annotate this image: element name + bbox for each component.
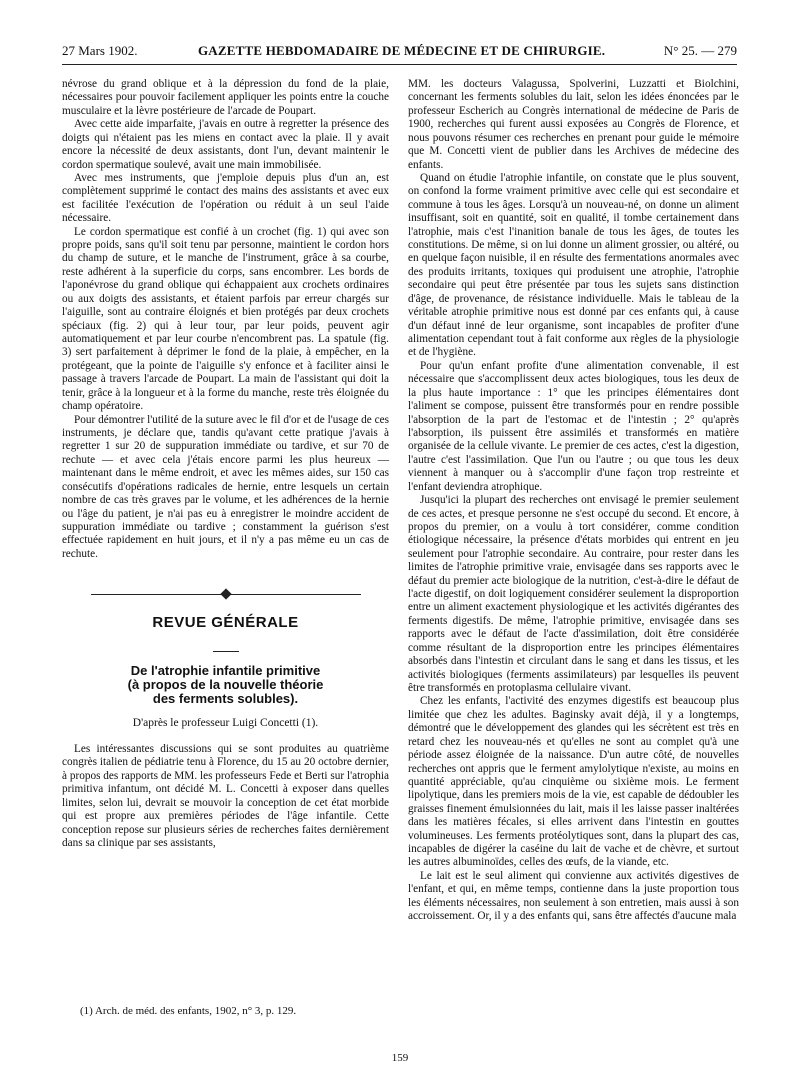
short-rule: [213, 651, 239, 652]
paragraph: Pour qu'un enfant profite d'une alimentation convenable, il est nécessaire que s'accomplissent deux actes biologiques, tous les deux de la plus haute importance : 1° que les principes élémentaires dont l'aliment se compose, puissent être transformés pour en rendre possible l'absorption de la part de l'estomac et de l'intestin ; 2° qu'après l'absorption, ils puissent être assimilés et transformés en matière organisée de la cellule vivante. Le premier de ces actes, c'est la digestion, l'autre c'est l'assimilation. Que l'un ou l'autre ; ou que tous les deux viennent à manquer ou à s'accomplir d'une façon trop restreinte et l'enfant deviendra atrophique.: [408, 359, 739, 493]
header-journal-title: GAZETTE HEBDOMADAIRE DE MÉDECINE ET DE CHIRURGIE.: [198, 43, 606, 58]
right-column: [408, 78, 739, 924]
paragraph: Quand on étudie l'atrophie infantile, on constate que le plus souvent, on confond la forme vraiment primitive avec celle qui est secondaire et commune à tous les âges. Lorsqu'à un nouveau-né, on donne un aliment insuffisant, soit en quantité, soit en qualité, il tombe certainement dans l'atrophie, mais c'est l'inanition banale de tous les âges, de toutes les constitutions. De même, si on lui donne un aliment grossier, ou altéré, ou en quelque façon nuisible, il en résulte des fermentations anormales avec des produits irritants, toxiques qui produisent une atrophie, l'atrophie secondaire qui peut être présentée par tous les sujets sans distinction d'âge, de provenance, de résistance individuelle. Mais le tableau de la véritable atrophie primitive nous est donné par ces enfants qui, à cause d'un défaut inné de leur organisme, sont incapables de profiter d'une alimentation cependant tout à fait conforme aux règles de la physiologie et de l'hygiène.: [408, 171, 739, 359]
article-title-line: des ferments solubles).: [152, 690, 299, 706]
paragraph: Avec mes instruments, que j'emploie depuis plus d'un an, est complètement supprimé le contact des mains des assistants et avec eux est facilitée l'exécution de l'opération ou réduit à un seul l'aide nécessaire.: [62, 171, 389, 225]
paragraph: Chez les enfants, l'activité des enzymes digestifs est beaucoup plus limitée que chez les adultes. Baginsky avait déjà, il y a longtemps, démontré que le développement des glandes qui les sécrètent est très en retard chez les nouveau-nés et qu'elles ne sont au complet qu'à une période assez éloignée de la naissance. D'un autre côté, de nouvelles recherches ont appris que le ferment amylolytique n'existe, au moins en quantité appréciable, qu'au cinquième ou sixième mois. Le ferment lipolytique, dans les premiers mois de la vie, est capable de dédoubler les graisses finement émulsionnées du lait, mais il les laisse passer inaltérées dans les matières fécales, si elles arrivent dans l'intestin en gouttes volumineuses. Les ferments protéolytiques sont, dans la plupart des cas, incapables de digérer la caséine du lait de vache et de chèvre, et surtout les autres albuminoïdes, celles des œufs, de la viande, etc.: [408, 695, 739, 869]
paragraph: Pour démontrer l'utilité de la suture avec le fil d'or et de l'usage de ces instruments, je déclare que, tandis qu'avant cette pratique j'avais à regretter 1 sur 20 de suppuration immédiate ou tardive, et sur 70 de rechute — et avec cela j'étais encore parmi les plus heureux — maintenant dans le même endroit, et avec les mêmes aides, sur 150 cas consécutifs d'opérations radicales de hernie, entre lesquels un certain nombre de cas très graves par le volume, et les adhérences de la hernie ou l'âge du patient, je n'ai pas eu à enregistrer le moindre accident de suppuration immédiate ou tardive ; constamment la guérison s'est effectuée rapidement en huit jours, et il n'y a pas même eu un cas de rechute.: [62, 413, 389, 560]
section-title: REVUE GÉNÉRALE: [152, 614, 299, 632]
article-title-line: De l'atrophie infantile primitive: [130, 662, 321, 678]
article-title: [62, 664, 389, 706]
running-header: [62, 40, 737, 65]
article-byline: D'après le professeur Luigi Concetti (1).: [132, 716, 319, 729]
diamond-ornament-icon: [220, 589, 231, 600]
article-title-line: (à propos de la nouvelle théorie: [127, 676, 324, 692]
footnote: (1) Arch. de méd. des enfants, 1902, n° 3, p. 129.: [80, 1005, 297, 1017]
header-date: 27 Mars 1902.: [62, 43, 138, 58]
paragraph: Avec cette aide imparfaite, j'avais en outre à regretter la présence des doigts qui n'étaient pas les miens en contact avec la plaie. Il y avait encore la nécessité de deux assistants, dont l'un, devant maintenir le cordon spermatique soulevé, avait une main immobilisée.: [62, 118, 389, 171]
header-number-page: N° 25. — 279: [663, 43, 737, 58]
paragraph: névrose du grand oblique et à la dépression du fond de la plaie, nécessaires pour pouvoir facilement appliquer les points entre la couche musculaire et la lèvre postérieure de l'arcade de Poupart.: [62, 78, 389, 117]
section-separator: [91, 594, 361, 595]
page-number: 159: [391, 1052, 409, 1064]
paragraph: MM. les docteurs Valagussa, Spolverini, Luzzatti et Biolchini, concernant les ferments solubles du lait, selon les idées énoncées par le professeur Escherich au Congrès international de médecine de Paris de 1900, recherches qui furent aussi exposées au Congrès de Florence, et nous pouvons résumer ces recherches en prenant pour guide le mémoire que M. Concetti vient de publier dans les Archives de médecine des enfants.: [408, 78, 739, 171]
paragraph: Les intéressantes discussions qui se sont produites au quatrième congrès italien de pédiatrie tenu à Florence, du 15 au 20 octobre dernier, à propos des rapports de MM. les professeurs Fede et Berti sur l'atrophia primitiva infantum, ont décidé M. L. Concetti à exposer dans quelles limites, selon lui, devrait se mouvoir la conception de cet état morbide qui est propre aux premières périodes de l'âge infantile. Cette conception repose sur plusieurs séries de recherches faites dernièrement dans sa clinique par ses assistants,: [62, 743, 389, 849]
paragraph: Jusqu'ici la plupart des recherches ont envisagé le premier seulement de ces actes, et presque personne ne s'est occupé du second. Et encore, à propos du premier, on a voulu à tort considérer, comme condition étiologique nécessaire, la présence d'états morbides qui entrent en jeu seulement pour l'atrophie secondaire. Au contraire, pour rester dans les limites de l'atrophie primitive vraie, envisagée dans ses rapports avec le défaut du premier acte biologique de la nutrition, c'est-à-dire le défaut de l'acte digestif, on doit logiquement considérer seulement la disproportion entre un aliment exactement physiologique et les activités digérantes des ferments digestifs. De même, l'atrophie primitive, envisagée dans ses rapports avec le défaut de l'acte d'assimilation, doit être considérée comme résultant de la disproportion entre les principes élémentaires absorbés dans l'intestin et circulant dans le sang et dans les tissus, et les activités biologiques (ferments assimilateurs) par lesquelles ils peuvent être transformés en protoplasma cellulaire vivant.: [408, 494, 739, 694]
paragraph: Le lait est le seul aliment qui convienne aux activités digestives de l'enfant, et qui, en même temps, contienne dans la juste proportion tous les éléments nécessaires, non seulement à son entretien, mais aussi à son accroissement. Or, il y a des enfants qui, sans être affectés d'aucune mala: [408, 869, 739, 923]
left-column: [62, 78, 389, 850]
paragraph: Le cordon spermatique est confié à un crochet (fig. 1) qui avec son propre poids, sans qu'il soit tenu par personne, maintient le cordon hors du champ de suture, et le manche de l'instrument, grâce à sa courbe, reste adhérent à la superficie du corps, sans encombrer. Les bords de l'aponévrose du grand oblique qui échappaient aux crochets ordinaires ou aux doigts des assistants, et étaient parfois par erreur chargés sur l'aiguille, sont au contraire éloignés et bien protégés par deux crochets spéciaux (fig. 2) qui à leur tour, par leur poids, peuvent agir automatiquement et par leur courbe n'encombrent pas. La spatule (fig. 3) sert parfaitement à déprimer le fond de la plaie, à empêcher, en la protégeant, que la pointe de l'aiguille s'y enfonce et à faciliter ainsi le passage à travers l'arcade de Poupart. La main de l'assistant qui doit la tenir, grâce à la longueur et à la forme du manche, reste très éloignée du champ opératoire.: [62, 225, 389, 413]
